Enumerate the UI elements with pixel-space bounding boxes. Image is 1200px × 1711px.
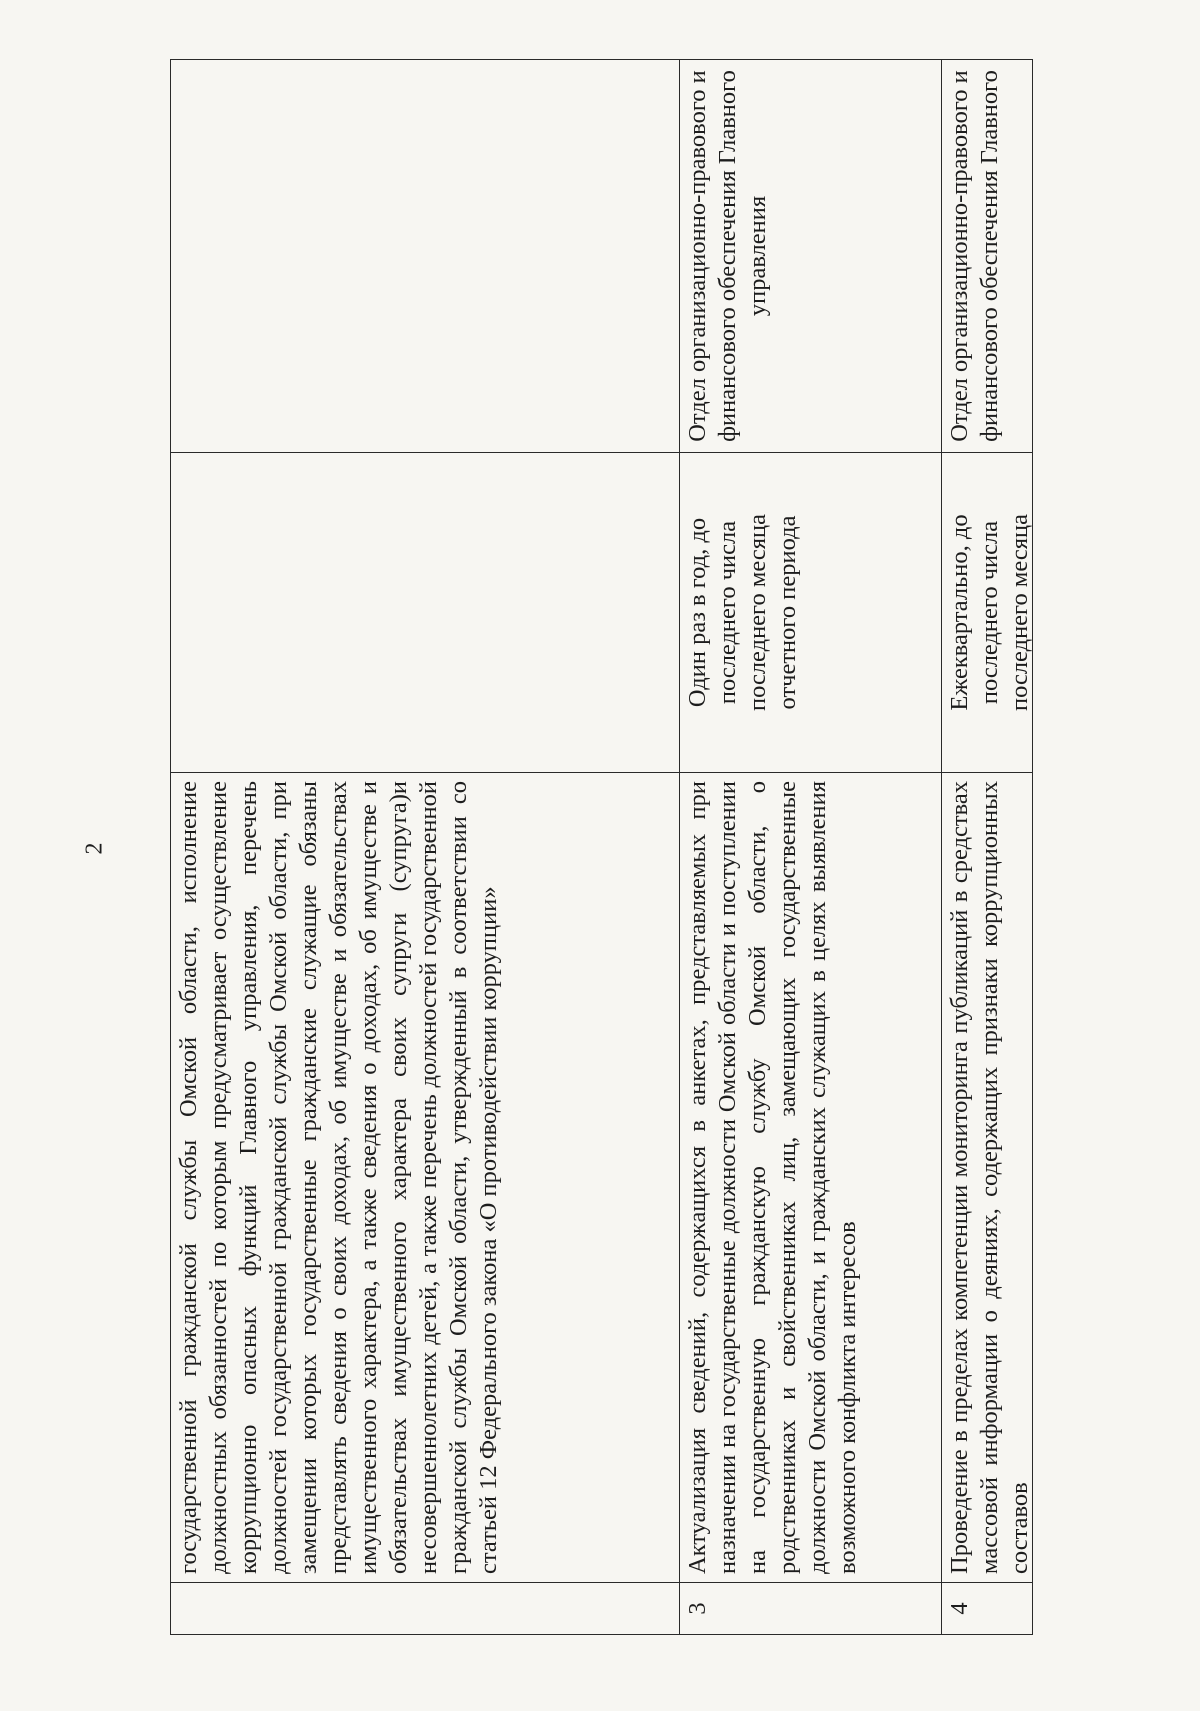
measure-term: Один раз в год, до последнего числа последнего месяца отчетного периода [680,453,942,773]
measure-text: Проведение в пределах компетенции мониторинга публикаций в средствах массовой информации о деяниях, содержащих признаки коррупционных составов [942,773,1033,1583]
document-sheet [170,60,1033,1635]
measures-table [170,59,1033,1635]
table-row [942,60,1033,1635]
measure-responsible: Отдел организационно-правового и финансового обеспечения Главного управления [680,60,942,453]
table-row [680,60,942,1635]
row-number: 4 [942,1583,1033,1635]
measure-term: Ежеквартально, до последнего числа последнего месяца [942,453,1033,773]
table-row [171,60,680,1635]
row-number: 3 [680,1583,942,1635]
measure-term [171,453,680,773]
measure-text: Актуализация сведений, содержащихся в анкетах, представляемых при назначении на государственные должности Омской области и поступлении на государственную гражданскую службу Омской области, о родственниках и свойственниках лиц, замещающих государственные должности Омской области, и гражданских служащих в целях выявления возможного конфликта интересов [680,773,942,1583]
measure-text: государственной гражданской службы Омской области, исполнение должностных обязанностей по которым предусматривает осуществление коррупционно опасных функций Главного управления, перечень должностей государственной гражданской службы Омской области, при замещении которых государственные гражданские служащие обязаны представлять сведения о своих доходах, об имуществе и обязательствах имущественного характера, а также сведения о доходах, об имуществе и обязательствах имущественного характера своих супруги (супруга)и несовершеннолетних детей, а также перечень должностей государственной гражданской службы Омской области, утвержденный в соответствии со статьей 12 Федерального закона «О противодействии коррупции» [171,773,680,1583]
row-number [171,1583,680,1635]
measure-responsible: Отдел организационно-правового и финансового обеспечения Главного [942,60,1033,453]
page-number: 2 [81,842,108,855]
measure-responsible [171,60,680,453]
